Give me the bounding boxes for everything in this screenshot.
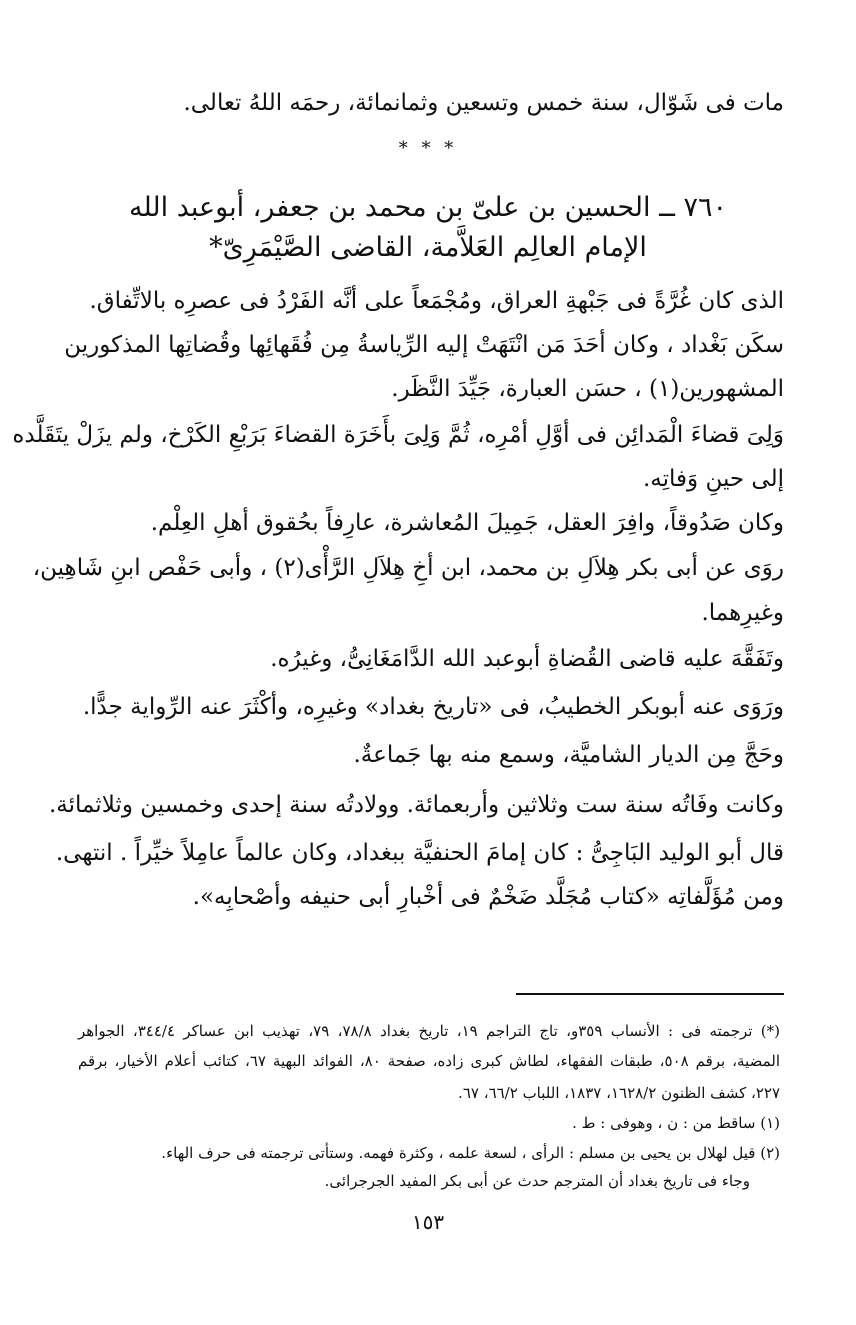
- entry-heading: ٧٦٠ ــ الحسين بن علىّ بن محمد بن جعفر، أبوعبد الله: [128, 192, 728, 223]
- paragraph-line: وكانت وفَاتُه سنة ست وثلاثين وأربعمائة. وولادتُه سنة إحدى وخمسين وثلاثمائة.: [48, 792, 784, 818]
- footnote-line: (*) ترجمته فى : الأنساب ٣٥٩و، تاج التراجم ١٩، تاريخ بغداد ٧٨/٨، ٧٩، تهذيب ابن عساكر ٣٤٤/٤، الجواهر: [78, 1022, 780, 1040]
- paragraph-line: الذى كان غُرَّةً فى جَبْهةِ العراق، ومُجْمَعاً على أنَّه الفَرْدُ فى عصرِه بالاتِّفاق.: [89, 288, 784, 314]
- paragraph-line: وحَجَّ مِن الديار الشاميَّة، وسمع منه بها جَماعةٌ.: [353, 742, 784, 768]
- paragraph-line: ومن مُؤَلَّفاتِه «كتاب مُجَلَّد ضَخْمٌ فى أخْبارِ أبى حنيفه وأصْحابِه».: [192, 884, 784, 910]
- footnote-line: (١) ساقط من : ن ، وهوفى : ط .: [572, 1114, 780, 1132]
- paragraph-line: وَلِىَ قضاءَ الْمَدائِن فى أوَّلِ أمْرِه، ثُمَّ وَلِىَ بأَخَرَة القضاءَ بَرَبْعِ الكَرْخ، ولم يزَلْ يتَقَلَّده: [12, 422, 784, 448]
- paragraph-line: المشهورين(١) ، حسَن العبارة، جَيِّدَ النَّظَر.: [391, 376, 784, 402]
- paragraph-line: روَى عن أبى بكر هِلاَلِ بن محمد، ابن أخِ هِلاَلِ الرَّأْى(٢) ، وأبى حَفْص ابنِ شَاهِين،: [32, 555, 784, 581]
- entry-subheading: الإمام العالِم العَلاَّمة، القاضى الصَّيْمَرِىّ*: [209, 232, 647, 263]
- intro-line: مات فى شَوّال، سنة خمس وتسعين وثمانمائة، رحمَه اللهُ تعالى.: [183, 90, 784, 116]
- page-number: ١٥٣: [411, 1210, 445, 1234]
- paragraph-line: سكَن بَغْداد ، وكان أحَدَ مَن انْتَهَتْ إليه الرِّياسةُ مِن فُقَهائِها وقُضاتِها المذكورين: [64, 332, 784, 358]
- footnote-line: (٢) قيل لهلال بن يحيى بن مسلم : الرأى ، لسعة علمه ، وكثرة فهمه. وستأتى ترجمته فى حرف الهاء.: [161, 1144, 780, 1162]
- paragraph-line: ورَوَى عنه أبوبكر الخطيبُ، فى «تاريخ بغداد» وغيرِه، وأكْثَرَ عنه الرِّواية جدًّا.: [82, 694, 784, 720]
- paragraph-line: وغيرِهما.: [701, 600, 784, 626]
- footnote-line: المضية، برقم ٥٠٨، طبقات الفقهاء، لطاش كبرى زاده، صفحة ٨٠، الفوائد البهية ٦٧، كتائب أعلام الأخيار، برقم: [78, 1052, 780, 1070]
- paragraph-line: قال أبو الوليد البَاجِىُّ : كان إمامَ الحنفيَّة ببغداد، وكان عالماً عامِلاً خيِّراً . انتهى.: [55, 840, 784, 866]
- footnote-divider: [516, 993, 784, 995]
- footnote-line: ٢٢٧، كشف الظنون ١٦٢٨/٢، ١٨٣٧، اللباب ٦٦/٢، ٦٧.: [458, 1084, 780, 1102]
- paragraph-line: إلى حينِ وَفاتِه.: [642, 466, 784, 492]
- paragraph-line: وتَفَقَّهَ عليه قاضى القُضاةِ أبوعبد الله الدَّامَغَانِىُّ، وغيرُه.: [270, 646, 784, 672]
- paragraph-line: وكان صَدُوقاً، وافِرَ العقل، جَمِيلَ المُعاشرة، عارِفاً بحُقوق أهلِ العِلْم.: [150, 510, 784, 536]
- section-separator: * * *: [398, 138, 458, 159]
- footnote-line: وجاء فى تاريخ بغداد أن المترجم حدث عن أبى بكر المفيد الجرجرائى.: [324, 1172, 750, 1190]
